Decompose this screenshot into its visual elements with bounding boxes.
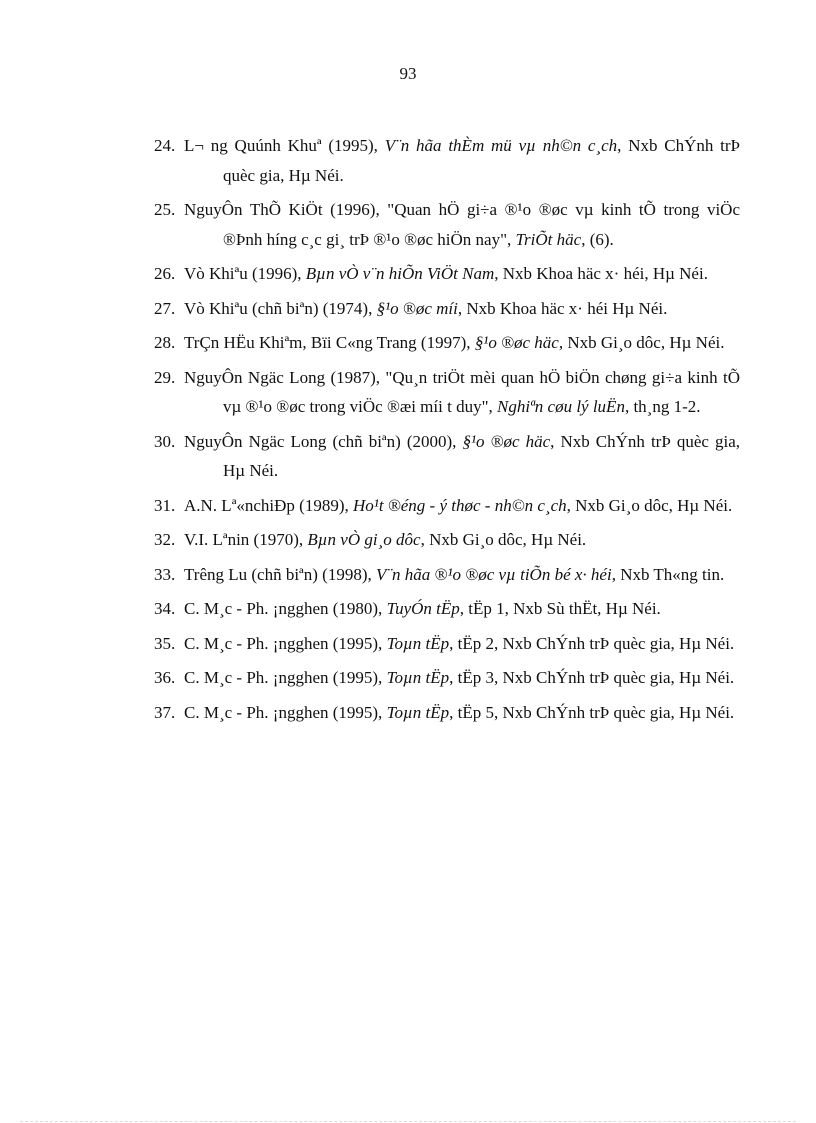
reference-number: 28. bbox=[154, 333, 176, 352]
reference-number: 34. bbox=[154, 599, 176, 618]
reference-text bbox=[184, 560, 740, 590]
reference-author-year: NguyÔn Ngäc Long (1987), "Qu¸n triÖt mèi quan hÖ biÖn chøng gi÷a kinh tÕ vµ ®¹o ®øc trong viÖc ®æi míi t duy", bbox=[184, 367, 740, 416]
reference-text bbox=[184, 363, 740, 422]
reference-author-year: Trêng Lu (chñ biªn) (1998), bbox=[184, 564, 376, 584]
reference-publisher: , Nxb Gi¸o dôc, Hµ Néi. bbox=[420, 530, 587, 549]
reference-number: 35. bbox=[154, 633, 176, 653]
reference-title: V¨n hãa ®¹o ®øc vµ tiÕn bé x· héi bbox=[375, 564, 612, 584]
reference-item bbox=[154, 491, 740, 521]
reference-number: 25. bbox=[154, 200, 176, 219]
reference-publisher: , Nxb Khoa häc x· héi, Hµ Néi. bbox=[494, 264, 708, 283]
reference-publisher: , Nxb ChÝnh trÞ quèc gia, Hµ Néi. bbox=[223, 136, 740, 185]
reference-author-year: C. M¸c - Ph. ¡ngghen (1980), bbox=[184, 599, 387, 618]
reference-author-year: L¬ ng Quúnh Khuª (1995), bbox=[184, 136, 385, 155]
reference-number: 27. bbox=[154, 298, 176, 318]
reference-publisher: , tËp 5, Nxb ChÝnh trÞ quèc gia, Hµ Néi. bbox=[449, 702, 735, 722]
reference-author-year: NguyÔn Ngäc Long (chñ biªn) (2000), bbox=[184, 431, 463, 451]
reference-item bbox=[154, 259, 740, 289]
reference-text bbox=[184, 629, 740, 659]
reference-author-year: TrÇn HËu Khiªm, Bïi C«ng Trang (1997), bbox=[184, 333, 475, 352]
reference-text bbox=[184, 427, 740, 486]
reference-item bbox=[154, 363, 740, 422]
reference-number: 29. bbox=[154, 367, 176, 387]
reference-number: 24. bbox=[154, 136, 176, 155]
reference-title: Toµn tËp bbox=[386, 633, 450, 653]
reference-text bbox=[184, 525, 740, 555]
reference-number: 36. bbox=[154, 668, 176, 687]
reference-number: 33. bbox=[154, 564, 176, 584]
reference-title: §¹o ®øc häc bbox=[462, 431, 551, 451]
reference-author-year: V.I. Lªnin (1970), bbox=[184, 530, 308, 549]
reference-number: 32. bbox=[154, 530, 176, 549]
reference-title: TriÕt häc bbox=[515, 229, 582, 249]
reference-number: 31. bbox=[154, 495, 176, 515]
reference-item bbox=[154, 525, 740, 555]
reference-text bbox=[184, 663, 740, 693]
reference-publisher: , Nxb Khoa häc x· héi Hµ Néi. bbox=[457, 298, 668, 318]
reference-author-year: C. M¸c - Ph. ¡ngghen (1995), bbox=[184, 668, 387, 687]
reference-text bbox=[184, 328, 740, 358]
reference-publisher: , th¸ng 1-2. bbox=[624, 397, 701, 416]
reference-item bbox=[154, 560, 740, 590]
reference-text bbox=[184, 294, 740, 324]
reference-number: 37. bbox=[154, 702, 176, 722]
reference-number: 26. bbox=[154, 264, 176, 283]
reference-text bbox=[184, 195, 740, 254]
reference-item bbox=[154, 328, 740, 358]
page-bottom-divider bbox=[20, 1121, 796, 1122]
reference-item bbox=[154, 629, 740, 659]
reference-title: Bµn vÒ gi¸o dôc bbox=[307, 530, 421, 549]
reference-number: 30. bbox=[154, 431, 176, 451]
reference-title: Toµn tËp bbox=[386, 702, 450, 722]
reference-title: V¨n hãa thÈm mü vµ nh©n c¸ch bbox=[384, 136, 618, 155]
reference-list bbox=[154, 131, 740, 732]
reference-author-year: Vò Khiªu (chñ biªn) (1974), bbox=[184, 298, 377, 318]
reference-author-year: C. M¸c - Ph. ¡ngghen (1995), bbox=[184, 702, 387, 722]
reference-publisher: , tËp 1, Nxb Sù thËt, Hµ Néi. bbox=[459, 599, 661, 618]
reference-text bbox=[184, 491, 740, 521]
reference-title: §¹o ®øc míi bbox=[376, 298, 458, 318]
reference-text bbox=[184, 259, 740, 289]
reference-text bbox=[184, 698, 740, 728]
reference-item bbox=[154, 427, 740, 486]
reference-publisher: , Nxb Th«ng tin. bbox=[611, 564, 725, 584]
page-number: 93 bbox=[399, 64, 417, 83]
reference-title: TuyÓn tËp bbox=[386, 599, 460, 618]
reference-item bbox=[154, 663, 740, 693]
reference-author-year: NguyÔn ThÕ KiÖt (1996), "Quan hÖ gi÷a ®¹o ®øc vµ kinh tÕ trong viÖc ®Þnh híng c¸c gi¸ trÞ ®¹o ®øc hiÖn nay", bbox=[184, 200, 740, 249]
reference-author-year: Vò Khiªu (1996), bbox=[184, 264, 306, 283]
reference-publisher: , tËp 2, Nxb ChÝnh trÞ quèc gia, Hµ Néi. bbox=[449, 633, 735, 653]
reference-item bbox=[154, 195, 740, 254]
reference-publisher: , Nxb Gi¸o dôc, Hµ Néi. bbox=[558, 333, 725, 352]
reference-item bbox=[154, 594, 740, 624]
reference-text bbox=[184, 594, 740, 624]
reference-title: §¹o ®øc häc bbox=[474, 333, 559, 352]
reference-publisher: , tËp 3, Nxb ChÝnh trÞ quèc gia, Hµ Néi. bbox=[449, 668, 735, 687]
reference-item bbox=[154, 294, 740, 324]
reference-item bbox=[154, 698, 740, 728]
reference-title: Ho¹t ®éng - ý thøc - nh©n c¸ch bbox=[353, 495, 567, 515]
reference-publisher: , Nxb ChÝnh trÞ quèc gia, Hµ Néi. bbox=[223, 431, 740, 480]
reference-author-year: A.N. Lª«nchiÐp (1989), bbox=[184, 495, 353, 515]
reference-author-year: C. M¸c - Ph. ¡ngghen (1995), bbox=[184, 633, 387, 653]
reference-publisher: , (6). bbox=[581, 229, 614, 249]
reference-title: Nghiªn cøu lý luËn bbox=[497, 397, 625, 416]
reference-item bbox=[154, 131, 740, 190]
reference-publisher: , Nxb Gi¸o dôc, Hµ Néi. bbox=[566, 495, 733, 515]
reference-text bbox=[184, 131, 740, 190]
reference-title: Toµn tËp bbox=[386, 668, 450, 687]
reference-title: Bµn vÒ v¨n hiÕn ViÖt Nam bbox=[305, 264, 495, 283]
